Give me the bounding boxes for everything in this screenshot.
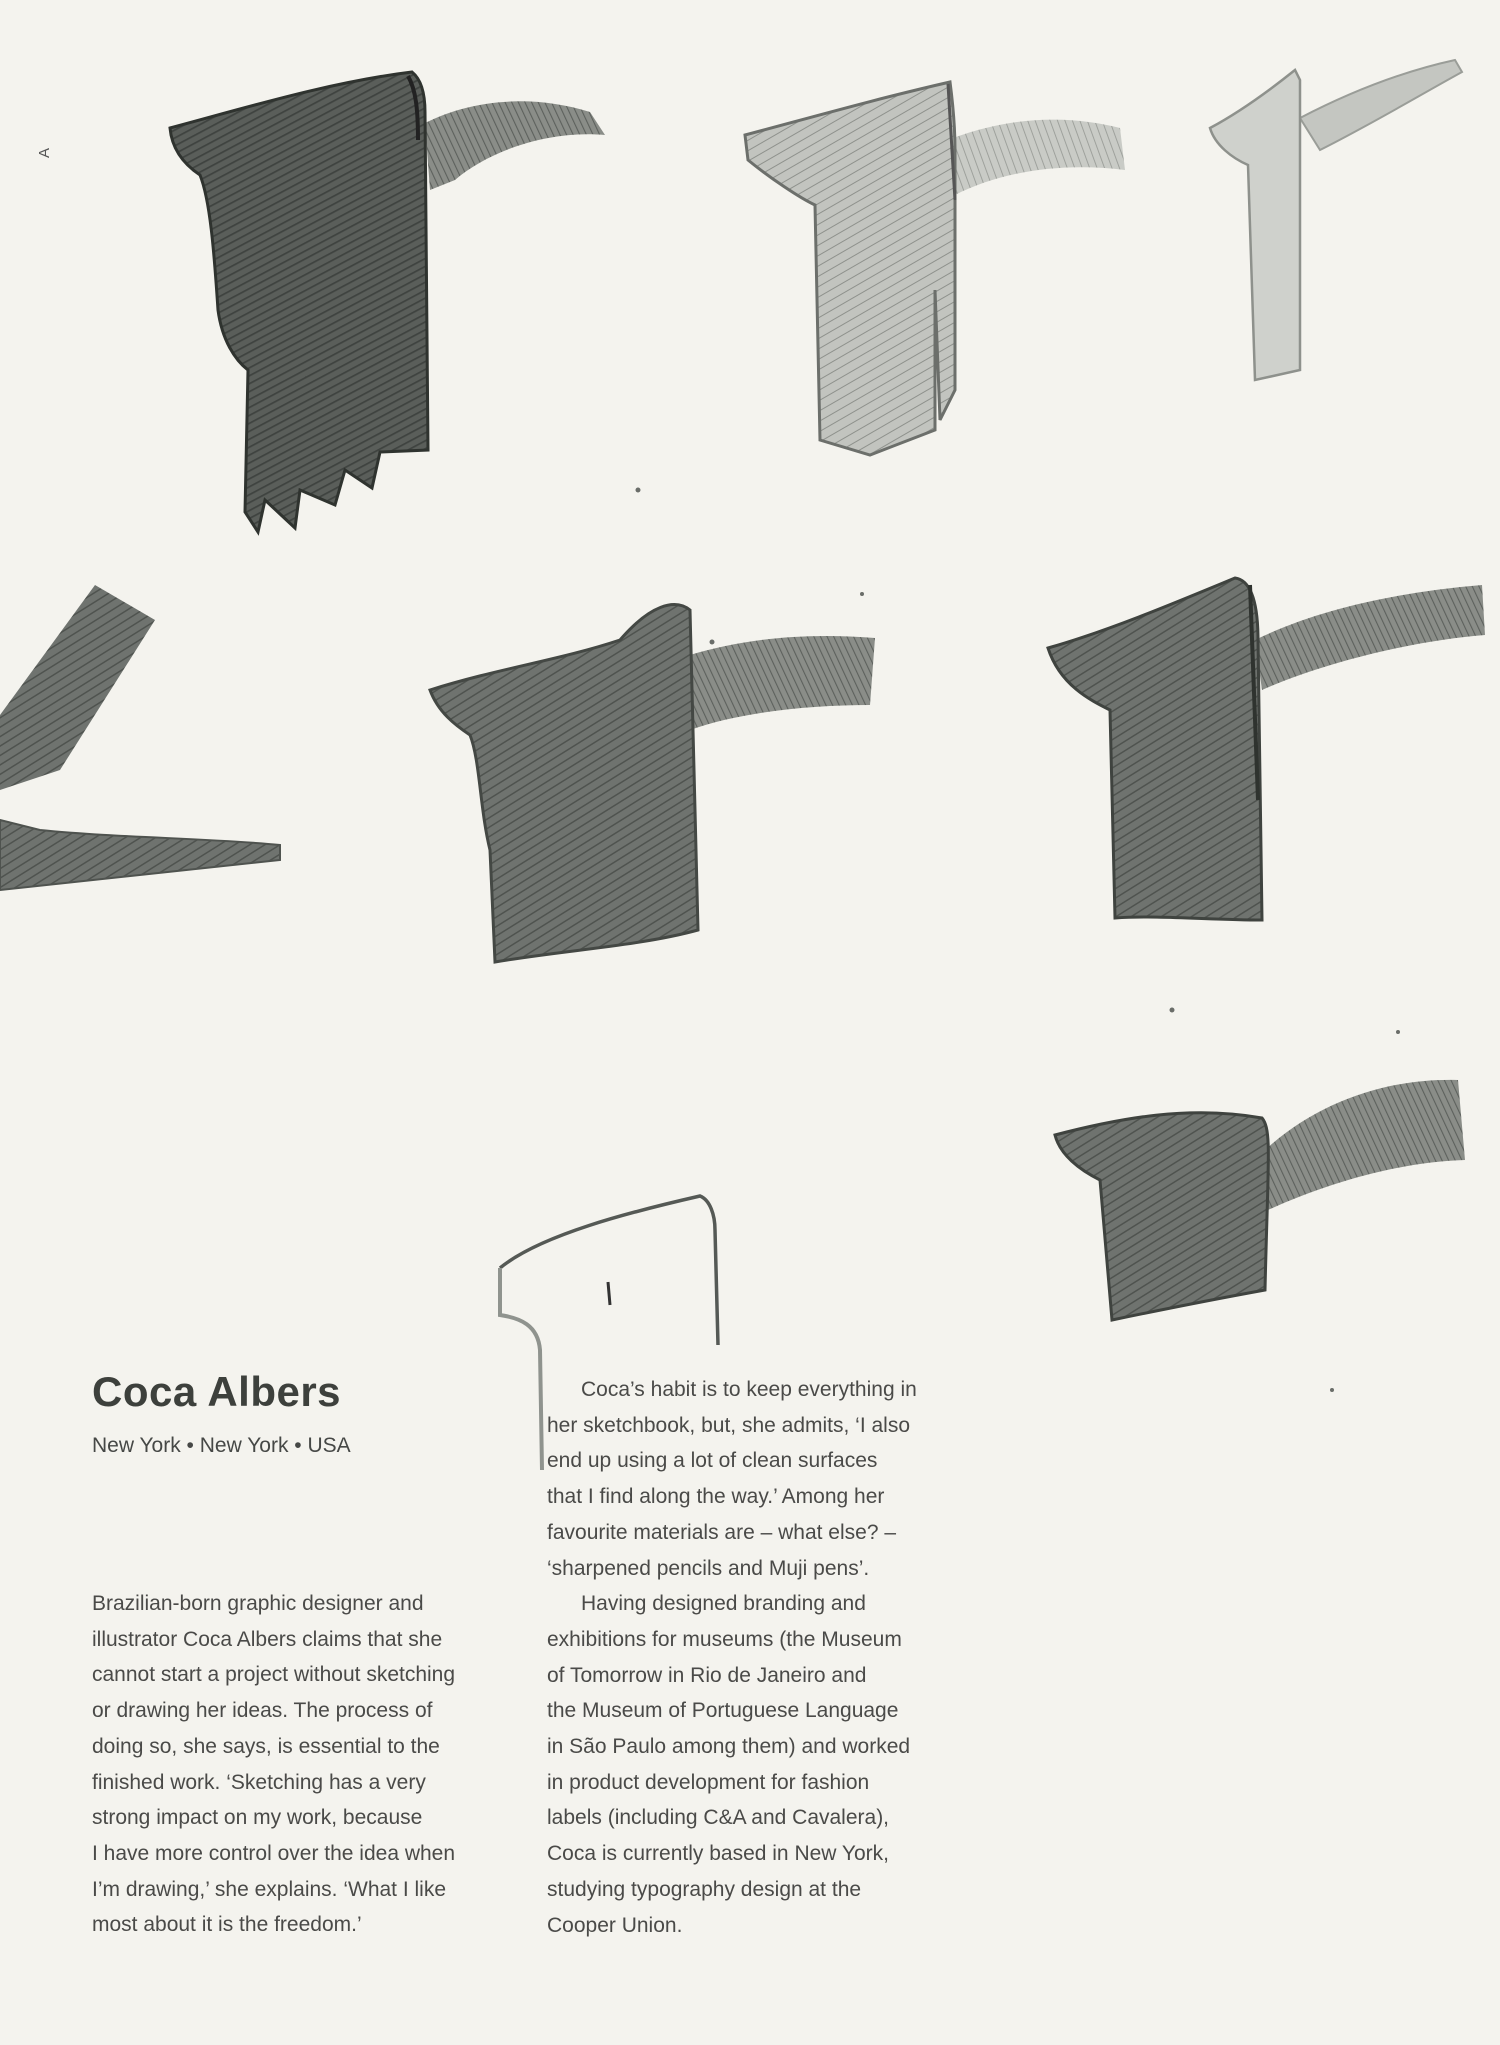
- article-title: Coca Albers: [92, 1368, 342, 1415]
- text-line: her sketchbook, but, she admits, ‘I also: [547, 1413, 911, 1437]
- text-line: the Museum of Portuguese Language: [547, 1699, 899, 1723]
- sketch-l-4: [0, 585, 280, 890]
- text-line: that I find along the way.’ Among her: [547, 1485, 885, 1509]
- article-location: New York • New York • USA: [92, 1434, 351, 1457]
- text-line: Cooper Union.: [547, 1913, 683, 1937]
- text-line: strong impact on my work, because: [92, 1806, 423, 1830]
- text-line: I’m drawing,’ she explains. ‘What I like: [92, 1877, 447, 1901]
- text-line: Coca’s habit is to keep everything in: [581, 1378, 917, 1401]
- sketch-r-2: [745, 82, 1125, 455]
- text-line: Coca is currently based in New York,: [547, 1842, 889, 1866]
- text-line: illustrator Coca Albers claims that she: [92, 1627, 443, 1651]
- body-column-right: [547, 1372, 967, 1943]
- text-line: or drawing her ideas. The process of: [92, 1699, 433, 1723]
- body-paragraph-3: [547, 1586, 967, 1943]
- sketch-r-5: [430, 605, 875, 962]
- body-paragraph-1: [92, 1586, 512, 1943]
- text-line: I have more control over the idea when: [92, 1841, 456, 1865]
- text-line: Having designed branding and: [581, 1592, 866, 1616]
- text-line: in product development for fashion: [547, 1770, 870, 1794]
- text-line: cannot start a project without sketching: [92, 1663, 456, 1687]
- text-line: doing so, she says, is essential to the: [92, 1734, 440, 1758]
- text-line: end up using a lot of clean surfaces: [547, 1449, 878, 1473]
- sketch-r-3: [1210, 60, 1462, 380]
- text-line: most about it is the freedom.’: [92, 1913, 362, 1937]
- text-line: exhibitions for museums (the Museum: [547, 1627, 902, 1651]
- body-paragraph-2: [547, 1372, 967, 1586]
- sketch-r-1: [170, 72, 605, 532]
- sketch-r-6: [1048, 578, 1485, 920]
- body-column-left: [92, 1586, 512, 1943]
- text-line: of Tomorrow in Rio de Janeiro and: [547, 1663, 867, 1687]
- stray-marks: [636, 488, 1401, 1393]
- text-line: in São Paulo among them) and worked: [547, 1735, 911, 1759]
- page-side-mark: A: [36, 148, 53, 159]
- text-line: Brazilian-born graphic designer and: [92, 1592, 424, 1615]
- sketch-r-8: [1055, 1080, 1465, 1320]
- text-line: studying typography design at the: [547, 1877, 862, 1901]
- text-line: labels (including C&A and Cavalera),: [547, 1806, 890, 1830]
- text-line: finished work. ‘Sketching has a very: [92, 1770, 426, 1794]
- text-line: ‘sharpened pencils and Muji pens’.: [547, 1556, 870, 1580]
- text-line: favourite materials are – what else? –: [547, 1520, 897, 1544]
